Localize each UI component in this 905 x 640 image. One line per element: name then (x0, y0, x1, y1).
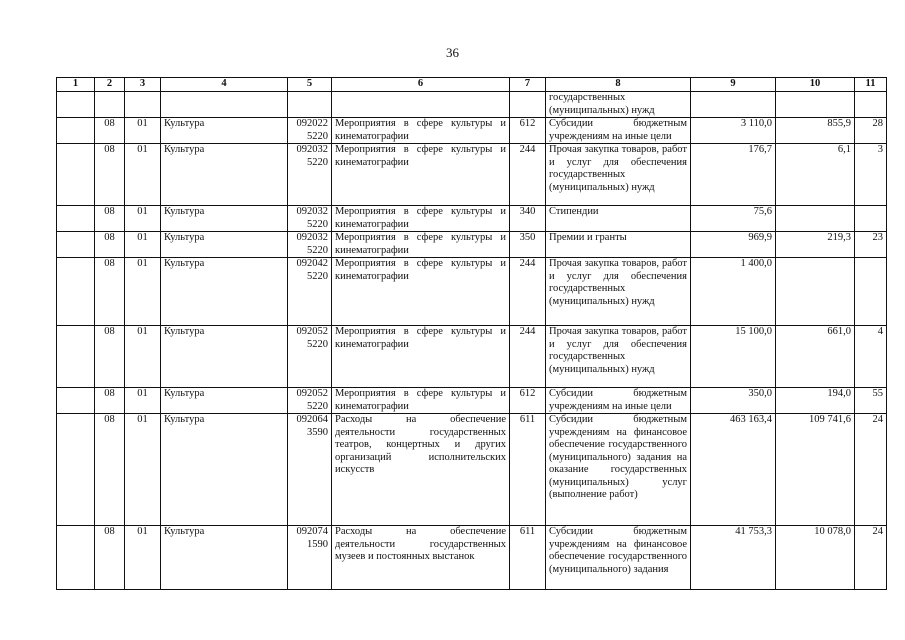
cell-text: Прочая закупка товаров, работ и услуг для обеспечения государственных (муниципальных) нужд (549, 258, 687, 307)
cell-text: 855,9 (827, 118, 851, 129)
cell-col-8 (546, 144, 691, 206)
cell-col-9 (691, 144, 776, 206)
cell-col-6 (332, 118, 510, 144)
cell-col-9 (691, 206, 776, 232)
cell-col-1 (57, 526, 95, 590)
cell-col-5 (288, 258, 332, 326)
cell-col-3 (125, 232, 161, 258)
cell-col-1 (57, 206, 95, 232)
column-header-7: 7 (510, 78, 546, 92)
cell-text: Культура (164, 388, 205, 399)
cell-col-11 (855, 206, 887, 232)
cell-col-7 (510, 92, 546, 118)
cell-text: 75,6 (753, 206, 772, 217)
cell-col-1 (57, 144, 95, 206)
cell-col-11 (855, 118, 887, 144)
cell-text: 092032 5220 (296, 206, 328, 230)
cell-col-4 (161, 526, 288, 590)
cell-col-1 (57, 232, 95, 258)
cell-text: 01 (137, 414, 148, 425)
cell-text: Субсидии бюджетным учреждениям на финансовое обеспечение государственного (муниципального) задания на оказание государственных (муниципальных) услуг (выполнение работ) (549, 414, 687, 500)
table-row (57, 118, 887, 144)
cell-col-4 (161, 144, 288, 206)
cell-col-2 (95, 232, 125, 258)
cell-col-3 (125, 388, 161, 414)
cell-text: Мероприятия в сфере культуры и кинематографии (335, 144, 506, 168)
cell-col-7 (510, 388, 546, 414)
column-header-1: 1 (57, 78, 95, 92)
cell-col-8 (546, 388, 691, 414)
cell-text: Культура (164, 118, 205, 129)
cell-text: Культура (164, 232, 205, 243)
cell-text: Мероприятия в сфере культуры и кинематографии (335, 232, 506, 256)
cell-col-3 (125, 92, 161, 118)
cell-col-10 (776, 388, 855, 414)
cell-text: 244 (519, 326, 536, 337)
cell-col-9 (691, 388, 776, 414)
cell-text: 092032 5220 (296, 232, 328, 256)
cell-col-9 (691, 118, 776, 144)
cell-text: 6,1 (837, 144, 851, 155)
cell-text: 092074 1590 (296, 526, 328, 550)
cell-text: 08 (104, 388, 115, 399)
table-row (57, 144, 887, 206)
cell-col-6 (332, 206, 510, 232)
cell-col-3 (125, 414, 161, 526)
column-header-3: 3 (125, 78, 161, 92)
cell-text: 611 (519, 414, 536, 425)
cell-col-7 (510, 144, 546, 206)
cell-text: 661,0 (827, 326, 851, 337)
cell-text: 219,3 (827, 232, 851, 243)
cell-col-6 (332, 326, 510, 388)
cell-col-6 (332, 144, 510, 206)
cell-col-3 (125, 118, 161, 144)
cell-col-6 (332, 414, 510, 526)
cell-text: 3 110,0 (740, 118, 772, 129)
cell-col-5 (288, 414, 332, 526)
cell-text: 092022 5220 (296, 118, 328, 142)
cell-col-9 (691, 414, 776, 526)
cell-text: 08 (104, 526, 115, 537)
column-header-6: 6 (332, 78, 510, 92)
cell-col-4 (161, 326, 288, 388)
table-row (57, 258, 887, 326)
column-header-11: 11 (855, 78, 887, 92)
cell-col-7 (510, 232, 546, 258)
cell-col-10 (776, 326, 855, 388)
cell-text: 08 (104, 258, 115, 269)
cell-text: 24 (872, 526, 883, 537)
cell-col-5 (288, 92, 332, 118)
cell-text: 08 (104, 118, 115, 129)
cell-col-5 (288, 206, 332, 232)
cell-text: 01 (137, 118, 148, 129)
table-row (57, 414, 887, 526)
cell-col-9 (691, 326, 776, 388)
cell-text: Культура (164, 206, 205, 217)
cell-col-10 (776, 144, 855, 206)
cell-col-3 (125, 326, 161, 388)
cell-col-8 (546, 326, 691, 388)
cell-text: 092064 3590 (296, 414, 328, 438)
cell-text: 01 (137, 206, 148, 217)
table-row (57, 388, 887, 414)
cell-col-11 (855, 144, 887, 206)
cell-col-4 (161, 414, 288, 526)
cell-text: Мероприятия в сфере культуры и кинематографии (335, 118, 506, 142)
cell-text: 01 (137, 232, 148, 243)
cell-text: 350,0 (748, 388, 772, 399)
cell-text: 01 (137, 326, 148, 337)
cell-col-4 (161, 118, 288, 144)
cell-col-2 (95, 258, 125, 326)
cell-text: Расходы на обеспечение деятельности государственных театров, концертных и других организаций исполнительских искусств (335, 414, 506, 475)
cell-col-10 (776, 232, 855, 258)
cell-col-2 (95, 414, 125, 526)
cell-text: 08 (104, 414, 115, 425)
cell-col-3 (125, 206, 161, 232)
table-row (57, 232, 887, 258)
cell-col-8 (546, 92, 691, 118)
cell-col-5 (288, 118, 332, 144)
cell-col-6 (332, 232, 510, 258)
cell-text: 01 (137, 526, 148, 537)
cell-col-4 (161, 206, 288, 232)
cell-col-10 (776, 118, 855, 144)
budget-table (56, 77, 887, 590)
cell-col-8 (546, 526, 691, 590)
cell-col-1 (57, 388, 95, 414)
cell-col-7 (510, 118, 546, 144)
column-header-9: 9 (691, 78, 776, 92)
cell-col-5 (288, 326, 332, 388)
cell-col-1 (57, 326, 95, 388)
cell-text: Субсидии бюджетным учреждениям на финансовое обеспечение государственного (муниципального) задания (549, 526, 687, 575)
cell-text: 350 (519, 232, 536, 243)
cell-col-4 (161, 388, 288, 414)
cell-col-9 (691, 92, 776, 118)
cell-col-5 (288, 388, 332, 414)
cell-text: 01 (137, 258, 148, 269)
cell-text: 1 400,0 (740, 258, 772, 269)
cell-col-10 (776, 92, 855, 118)
cell-col-1 (57, 258, 95, 326)
cell-text: 092032 5220 (296, 144, 328, 168)
cell-text: 194,0 (827, 388, 851, 399)
cell-text: 55 (872, 388, 883, 399)
cell-text: 08 (104, 206, 115, 217)
cell-col-2 (95, 144, 125, 206)
cell-col-11 (855, 232, 887, 258)
column-header-4: 4 (161, 78, 288, 92)
cell-col-5 (288, 144, 332, 206)
cell-col-4 (161, 92, 288, 118)
cell-col-3 (125, 526, 161, 590)
cell-text: 3 (877, 144, 883, 155)
cell-text: Культура (164, 258, 205, 269)
cell-col-8 (546, 232, 691, 258)
page-number: 36 (446, 45, 459, 60)
cell-col-7 (510, 414, 546, 526)
cell-col-11 (855, 388, 887, 414)
cell-text: 463 163,4 (730, 414, 772, 425)
cell-text: 4 (877, 326, 883, 337)
cell-col-4 (161, 258, 288, 326)
cell-text: 612 (519, 388, 536, 399)
cell-col-9 (691, 526, 776, 590)
cell-col-2 (95, 92, 125, 118)
cell-text: Субсидии бюджетным учреждениям на иные цели (549, 388, 687, 412)
table-row (57, 206, 887, 232)
cell-text: Прочая закупка товаров, работ и услуг для обеспечения государственных (муниципальных) нужд (549, 326, 687, 375)
cell-col-10 (776, 206, 855, 232)
cell-text: Стипендии (549, 206, 599, 217)
cell-text: 08 (104, 326, 115, 337)
column-header-5: 5 (288, 78, 332, 92)
cell-col-6 (332, 92, 510, 118)
cell-col-8 (546, 258, 691, 326)
cell-col-11 (855, 92, 887, 118)
cell-col-5 (288, 232, 332, 258)
table-header-row (57, 78, 887, 92)
cell-text: 244 (519, 258, 536, 269)
column-header-2: 2 (95, 78, 125, 92)
cell-text: Мероприятия в сфере культуры и кинематографии (335, 206, 506, 230)
column-header-10: 10 (776, 78, 855, 92)
cell-text: 01 (137, 388, 148, 399)
cell-text: 611 (519, 526, 536, 537)
cell-col-10 (776, 526, 855, 590)
cell-col-3 (125, 144, 161, 206)
cell-text: Премии и гранты (549, 232, 627, 243)
cell-col-7 (510, 258, 546, 326)
cell-text: 01 (137, 144, 148, 155)
cell-text: 41 753,3 (735, 526, 772, 537)
cell-col-6 (332, 388, 510, 414)
cell-text: Культура (164, 526, 205, 537)
cell-text: 24 (872, 414, 883, 425)
cell-text: Культура (164, 414, 205, 425)
cell-text: 28 (872, 118, 883, 129)
cell-text: 092042 5220 (296, 258, 328, 282)
cell-col-7 (510, 526, 546, 590)
cell-text: Мероприятия в сфере культуры и кинематографии (335, 326, 506, 350)
cell-text: 340 (519, 206, 536, 217)
table-row (57, 92, 887, 118)
column-header-8: 8 (546, 78, 691, 92)
cell-text: Прочая закупка товаров, работ и услуг для обеспечения государственных (муниципальных) нужд (549, 144, 687, 193)
cell-col-5 (288, 526, 332, 590)
cell-text: 10 078,0 (814, 526, 851, 537)
cell-col-7 (510, 326, 546, 388)
cell-col-6 (332, 258, 510, 326)
cell-text: 23 (872, 232, 883, 243)
cell-text: 109 741,6 (809, 414, 851, 425)
cell-col-7 (510, 206, 546, 232)
cell-text: 08 (104, 232, 115, 243)
cell-col-11 (855, 258, 887, 326)
cell-col-10 (776, 258, 855, 326)
cell-col-2 (95, 326, 125, 388)
cell-text: Культура (164, 144, 205, 155)
cell-text: 612 (519, 118, 536, 129)
cell-text: государственных (муниципальных) нужд (549, 92, 655, 116)
cell-col-1 (57, 414, 95, 526)
cell-text: 176,7 (748, 144, 772, 155)
cell-col-2 (95, 388, 125, 414)
cell-col-11 (855, 326, 887, 388)
cell-text: Мероприятия в сфере культуры и кинематографии (335, 258, 506, 282)
cell-col-11 (855, 526, 887, 590)
cell-col-4 (161, 232, 288, 258)
cell-col-9 (691, 232, 776, 258)
cell-col-2 (95, 206, 125, 232)
cell-col-1 (57, 92, 95, 118)
cell-col-8 (546, 206, 691, 232)
cell-col-9 (691, 258, 776, 326)
cell-text: Культура (164, 326, 205, 337)
cell-col-6 (332, 526, 510, 590)
cell-col-1 (57, 118, 95, 144)
cell-text: Расходы на обеспечение деятельности государственных музеев и постоянных выстанок (335, 526, 506, 562)
table-row (57, 326, 887, 388)
cell-text: 08 (104, 144, 115, 155)
cell-col-10 (776, 414, 855, 526)
cell-text: 969,9 (748, 232, 772, 243)
cell-text: 092052 5220 (296, 326, 328, 350)
cell-text: 244 (519, 144, 536, 155)
cell-col-11 (855, 414, 887, 526)
cell-text: 092052 5220 (296, 388, 328, 412)
cell-col-8 (546, 118, 691, 144)
cell-col-3 (125, 258, 161, 326)
cell-text: 15 100,0 (735, 326, 772, 337)
cell-col-2 (95, 118, 125, 144)
cell-text: Мероприятия в сфере культуры и кинематографии (335, 388, 506, 412)
cell-text: Субсидии бюджетным учреждениям на иные цели (549, 118, 687, 142)
cell-col-8 (546, 414, 691, 526)
table-row (57, 526, 887, 590)
cell-col-2 (95, 526, 125, 590)
